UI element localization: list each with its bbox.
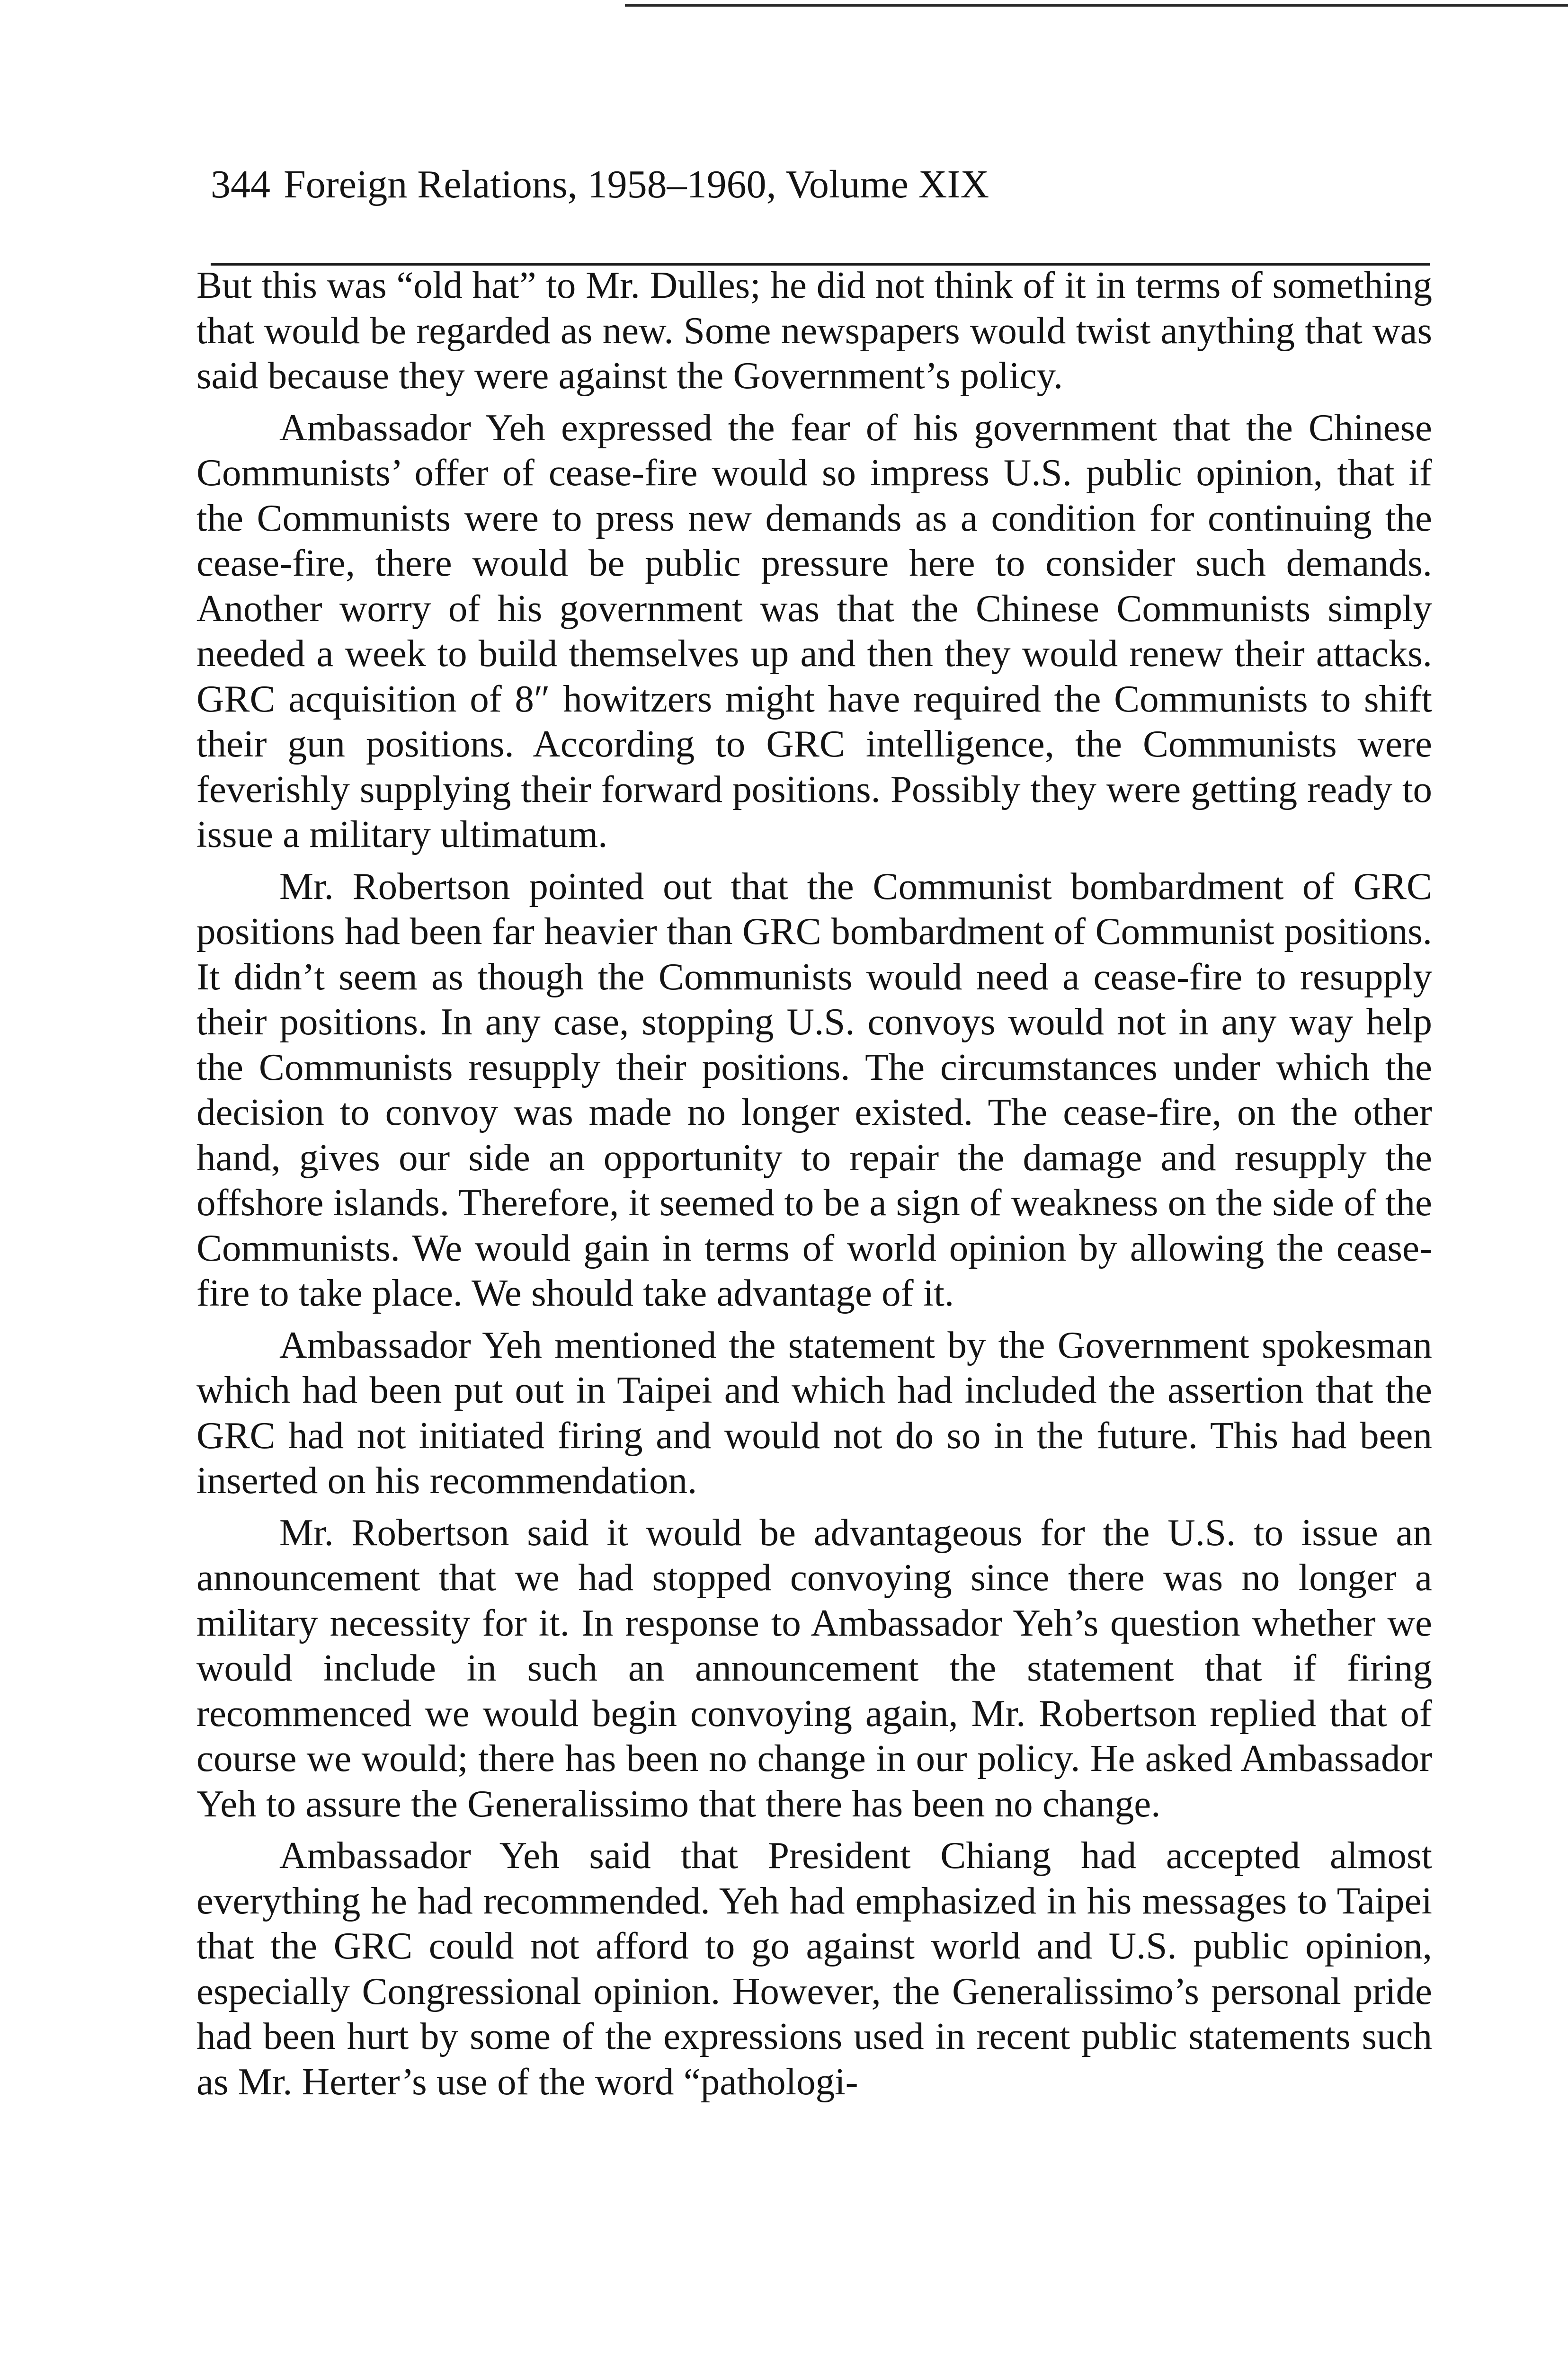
- running-head: [211, 159, 1432, 211]
- paragraph-continuation: But this was “old hat” to Mr. Dulles; he did not think of it in terms of something that would be regarded as new. Some newspapers would twist anything that was said because they were against the Government’s policy.: [196, 264, 1432, 397]
- paragraph: Ambassador Yeh expressed the fear of his government that the Chinese Communists’ offer of cease-fire would so impress U.S. public opinion, that if the Communists were to press new demands as a condition for continuing the cease-fire, there would be public pressure here to consider such demands. Another worry of his government was that the Chinese Communists simply needed a week to build themselves up and then they would renew their attacks. GRC acquisition of 8″ howitzers might have required the Communists to shift their gun positions. According to GRC intelligence, the Communists were feverishly supplying their forward positions. Possibly they were getting ready to issue a military ultimatum.: [196, 406, 1432, 855]
- body-text: [196, 263, 1432, 2111]
- page-top-edge-line: [625, 4, 1568, 7]
- page-number: 344: [211, 162, 270, 206]
- paragraph: Mr. Robertson pointed out that the Communist bombardment of GRC positions had been far heavier than GRC bombardment of Communist positions. It didn’t seem as though the Communists would need a cease-fire to resupply their positions. In any case, stopping U.S. convoys would not in any way help the Communists resupply their positions. The circumstances under which the decision to convoy was made no longer existed. The cease-fire, on the other hand, gives our side an opportunity to repair the damage and resupply the offshore islands. Therefore, it seemed to be a sign of weakness on the side of the Communists. We would gain in terms of world opinion by allowing the cease-fire to take place. We should take advantage of it.: [196, 864, 1432, 1314]
- paragraph: Mr. Robertson said it would be advantageous for the U.S. to issue an announcement that we had stopped convoying since there was no longer a military necessity for it. In response to Ambassador Yeh’s question whether we would include in such an announcement the statement that if firing recommenced we would begin convoying again, Mr. Robertson replied that of course we would; there has been no change in our policy. He asked Ambassador Yeh to assure the Generalissimo that there has been no change.: [196, 1511, 1432, 1825]
- paragraph: Ambassador Yeh said that President Chiang had accepted almost everything he had recommended. Yeh had emphasized in his messages to Taipei that the GRC could not afford to go against world and U.S. public opinion, especially Congressional opinion. However, the Generalissimo’s personal pride had been hurt by some of the expressions used in recent public statements such as Mr. Herter’s use of the word “pathologi-: [196, 1834, 1432, 2103]
- running-title: Foreign Relations, 1958–1960, Volume XIX: [284, 162, 989, 206]
- paragraph: Ambassador Yeh mentioned the statement by the Government spokesman which had been put out in Taipei and which had included the assertion that the GRC had not initiated firing and would not do so in the future. This had been inserted on his recommendation.: [196, 1323, 1432, 1502]
